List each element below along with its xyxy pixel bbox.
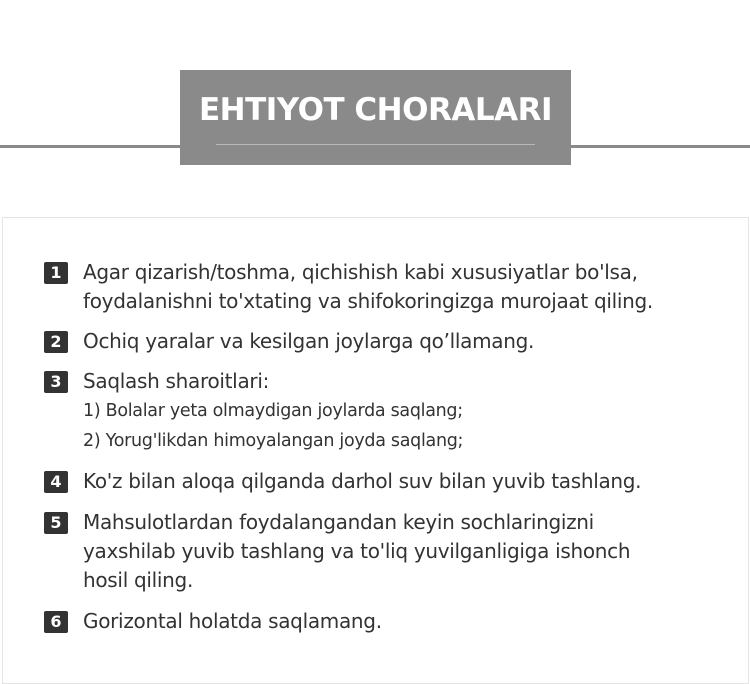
precaution-item-2	[44, 327, 732, 356]
item-number-badge: 2	[44, 331, 68, 353]
item-text-line: yaxshilab yuvib tashlang va to'liq yuvilganligiga ishonch	[83, 539, 631, 563]
item-text-line: Gorizontal holatda saqlamang.	[83, 609, 382, 633]
item-text	[83, 607, 732, 636]
item-sublist	[83, 396, 732, 456]
item-number-badge: 1	[44, 262, 68, 284]
item-subline: 1) Bolalar yeta olmaydigan joylarda saqlang;	[83, 401, 463, 421]
item-text-line: foydalanishni to'xtating va shifokoringizga murojaat qiling.	[83, 289, 653, 313]
precaution-item-4	[44, 467, 732, 496]
item-text	[83, 367, 732, 396]
item-text-line: Mahsulotlardan foydalangandan keyin sochlaringizni	[83, 510, 594, 534]
item-text-line: Ko'z bilan aloqa qilganda darhol suv bilan yuvib tashlang.	[83, 469, 642, 493]
item-text-line: hosil qiling.	[83, 568, 193, 592]
precaution-item-1	[44, 258, 732, 316]
item-number-badge: 5	[44, 512, 68, 534]
item-text	[83, 258, 732, 316]
title-underline	[216, 144, 535, 145]
item-number-badge: 6	[44, 611, 68, 633]
precautions-panel	[2, 217, 749, 684]
item-text-line: Ochiq yaralar va kesilgan joylarga qo’llamang.	[83, 329, 535, 353]
item-text	[83, 327, 732, 356]
precaution-item-5	[44, 508, 732, 595]
precaution-item-3	[44, 367, 732, 456]
item-text-line: Agar qizarish/toshma, qichishish kabi xususiyatlar bo'lsa,	[83, 260, 638, 284]
item-text	[83, 467, 732, 496]
item-subline: 2) Yorug'likdan himoyalangan joyda saqlang;	[83, 431, 464, 451]
item-text	[83, 508, 732, 595]
item-number-badge: 4	[44, 471, 68, 493]
item-number-badge: 3	[44, 371, 68, 393]
page-title: EHTIYOT CHORALARI	[199, 92, 552, 128]
title-banner	[180, 70, 571, 165]
item-text-line: Saqlash sharoitlari:	[83, 369, 270, 393]
precaution-item-6	[44, 607, 732, 636]
